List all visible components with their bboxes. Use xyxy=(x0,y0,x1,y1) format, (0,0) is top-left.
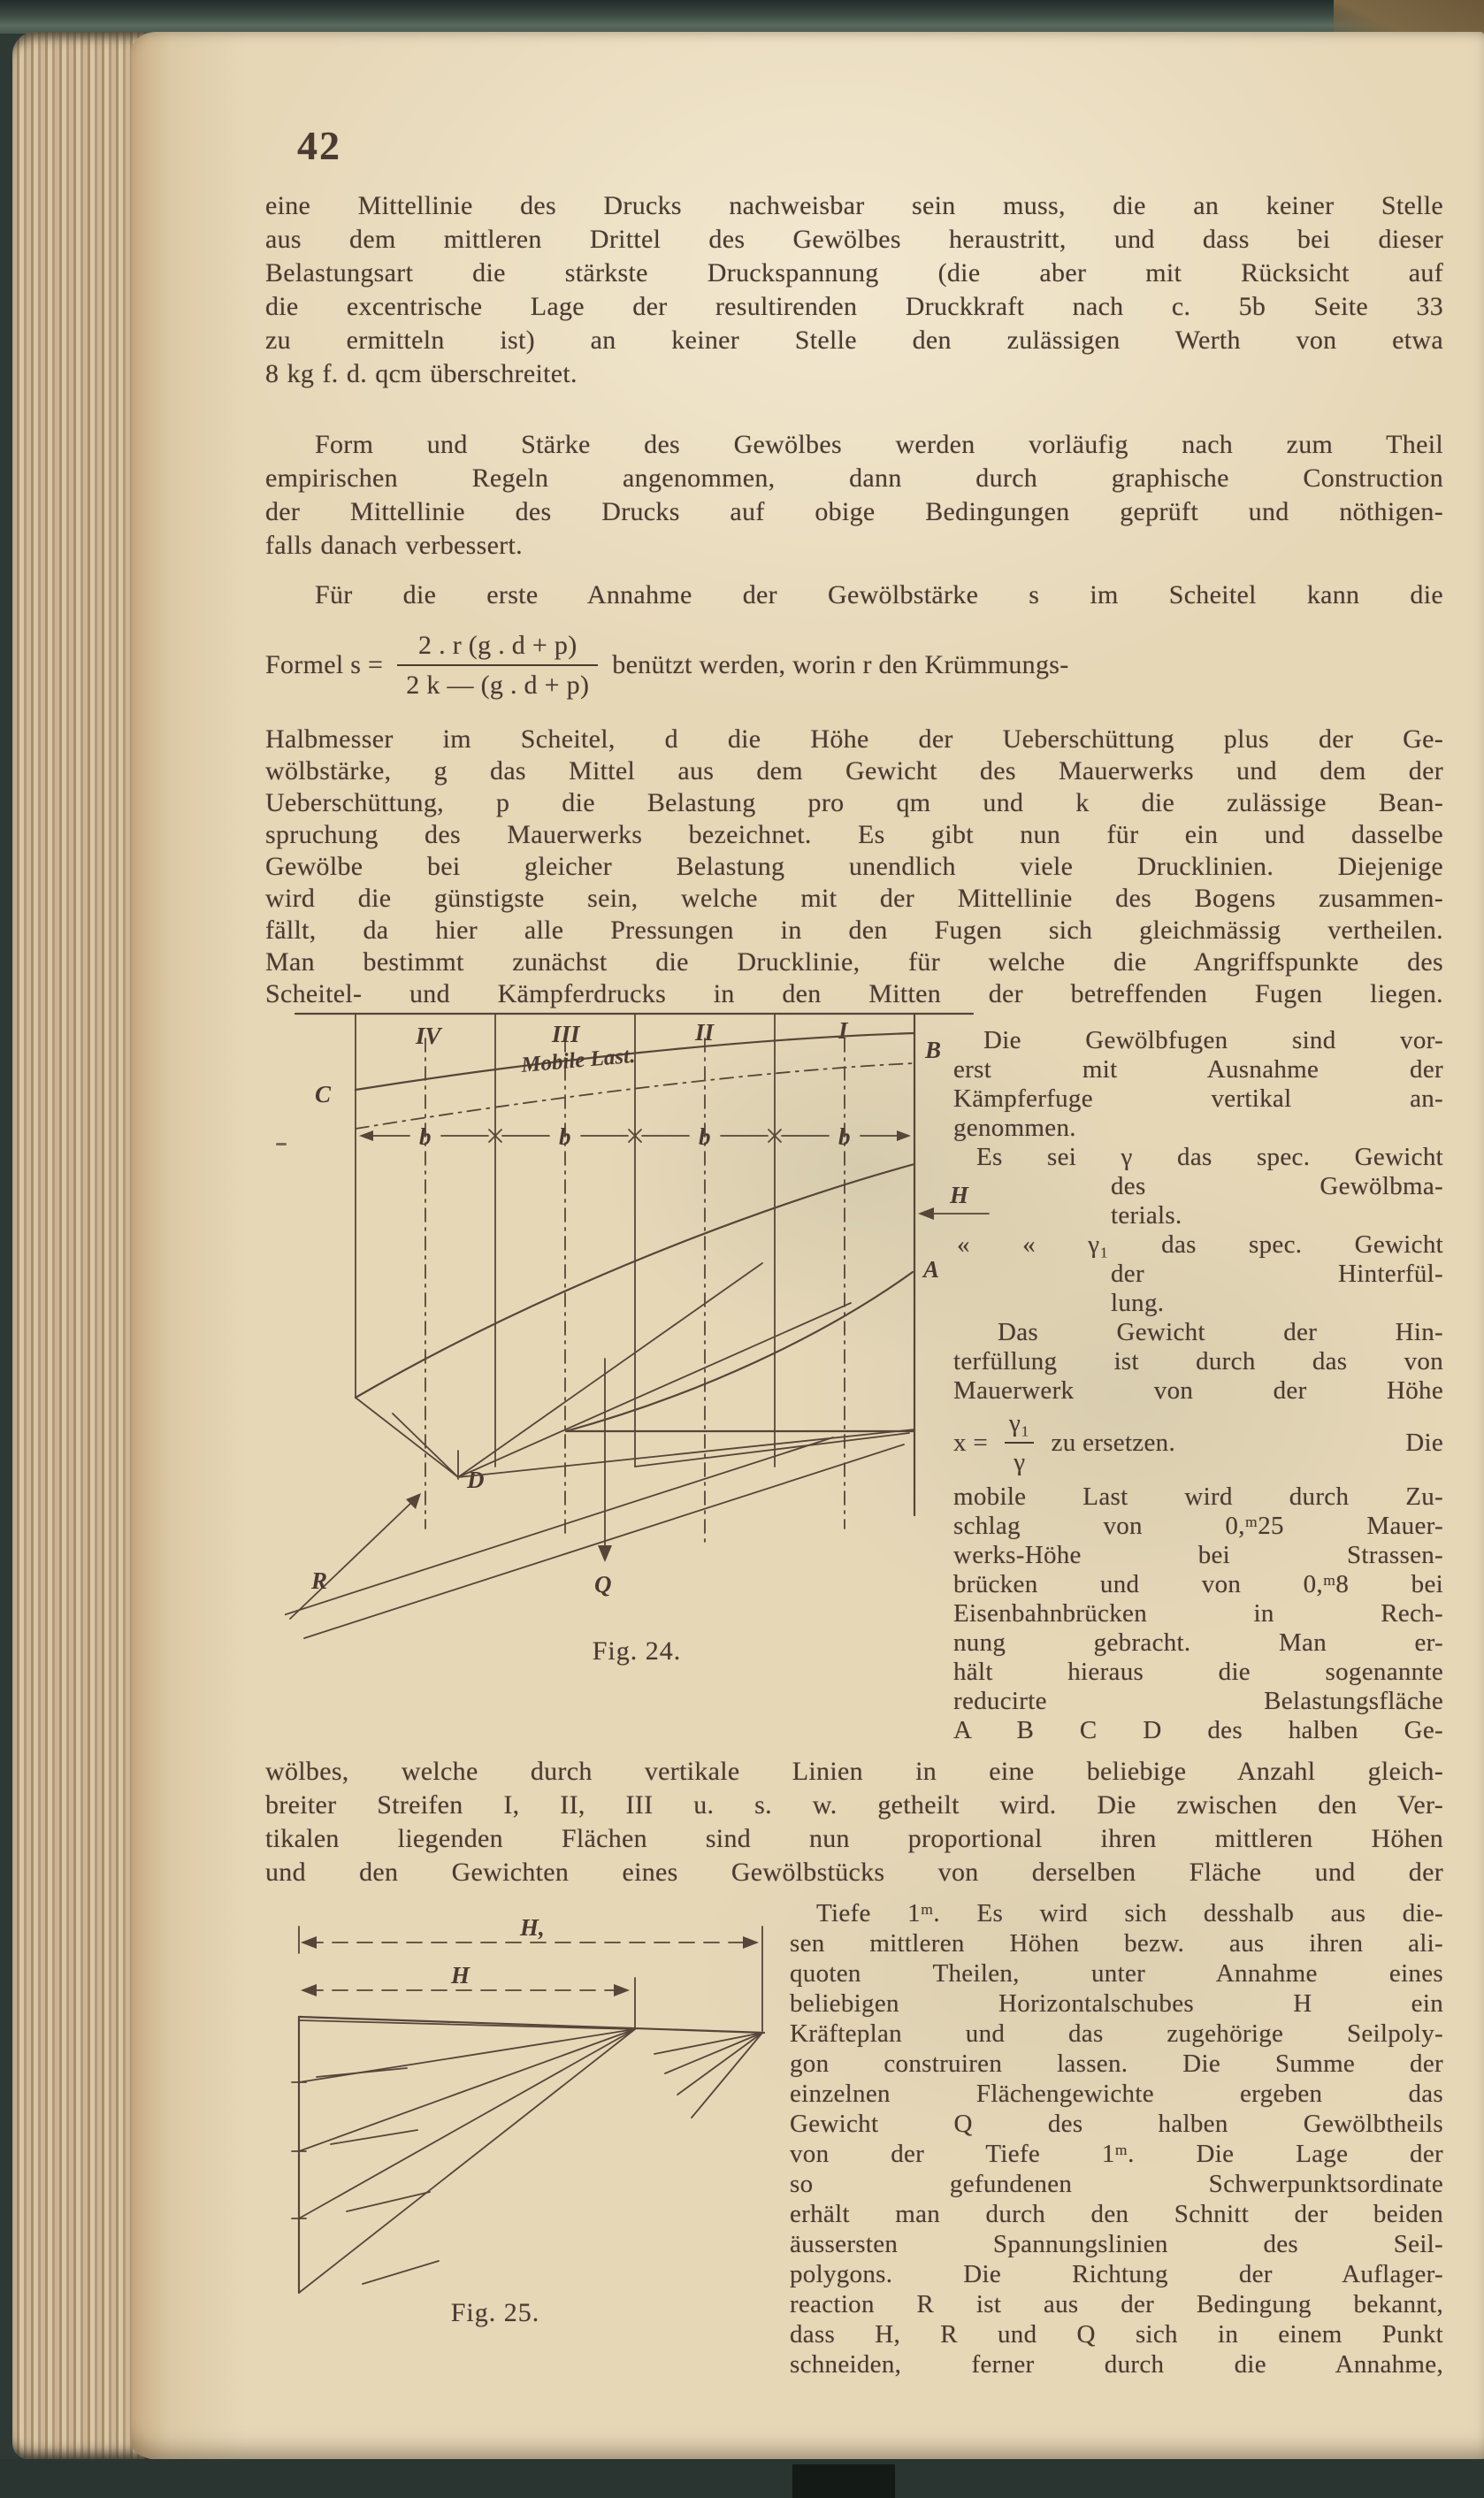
text-line: Belastungsart die stärkste Druckspannung (die aber mit Rücksicht auf xyxy=(265,258,1443,287)
text-line: Das Gewicht der Hin- xyxy=(998,1318,1443,1346)
point-label-D: D xyxy=(467,1467,485,1493)
text-line: schneiden, ferner durch die Annahme, xyxy=(790,2350,1443,2379)
b-label-1: b xyxy=(419,1123,432,1150)
height-ratio-formula xyxy=(953,1403,1443,1483)
text-line: von der Tiefe 1ᵐ. Die Lage der xyxy=(790,2140,1443,2168)
text-line: Man bestimmt zunächst die Drucklinie, für welche die Angriffspunkte des xyxy=(265,947,1443,977)
text-line: schlag von 0,ᵐ25 Mauer- xyxy=(953,1512,1443,1540)
xformula-fraction xyxy=(1000,1407,1039,1479)
xformula-denominator: γ xyxy=(1005,1442,1034,1478)
b-label-4: b xyxy=(838,1123,851,1150)
text-line: erhält man durch den Schnitt der beiden xyxy=(790,2200,1443,2228)
text-line: genommen. xyxy=(953,1114,1076,1142)
text-line: Ueberschüttung, p die Belastung pro qm und k die zulässige Bean- xyxy=(265,788,1443,817)
text-line: tikalen liegenden Flächen sind nun proportional ihren mittleren Höhen xyxy=(265,1824,1443,1853)
book-clamp xyxy=(792,2464,895,2498)
text-line: äussersten Spannungslinien des Seil- xyxy=(790,2230,1443,2258)
text-line: und den Gewichten eines Gewölbstücks von derselben Fläche und der xyxy=(265,1858,1443,1887)
mobile-last-label: Mobile Last. xyxy=(520,1043,637,1077)
formula-suffix: benützt werden, worin r den Krümmungs- xyxy=(612,650,1069,679)
xformula-suffix: zu ersetzen. xyxy=(1051,1428,1176,1457)
text-line: Gewölbe bei gleicher Belastung unendlich viele Drucklinien. Diejenige xyxy=(265,852,1443,881)
text-line: dass H, R und Q sich in einem Punkt xyxy=(790,2320,1443,2349)
text-line: Die Gewölbfugen sind vor- xyxy=(983,1026,1443,1054)
text-line: werks-Höhe bei Strassen- xyxy=(953,1541,1443,1569)
xformula-suffix-2: Die xyxy=(1405,1428,1443,1457)
b-label-2: b xyxy=(559,1123,571,1150)
section-label-III: III xyxy=(552,1021,580,1047)
formula-denominator: 2 k — (g . d + p) xyxy=(397,664,598,702)
formula-numerator: 2 . r (g . d + p) xyxy=(418,630,578,660)
text-line: Form und Stärke des Gewölbes werden vorläufig nach zum Theil xyxy=(315,430,1443,459)
right-column-lower xyxy=(953,1483,1443,1745)
page-edge-stack xyxy=(12,32,145,2459)
formula-fraction xyxy=(397,629,598,702)
text-line: brücken und von 0,ᵐ8 bei xyxy=(953,1570,1443,1598)
figure-24-caption: Fig. 24. xyxy=(592,1636,682,1666)
text-line: terials. xyxy=(1111,1201,1182,1230)
text-line: mobile Last wird durch Zu- xyxy=(953,1483,1443,1511)
text-line: beliebigen Horizontalschubes H ein xyxy=(790,1989,1443,2018)
paragraph-2 xyxy=(265,428,1443,563)
figure-24-arch-diagram xyxy=(285,998,992,1652)
xformula-numerator: γ₁ xyxy=(1009,1408,1030,1437)
text-line: der Hinterfül- xyxy=(1111,1260,1443,1288)
text-line: falls danach verbessert. xyxy=(265,531,523,560)
text-line: Gewicht Q des halben Gewölbtheils xyxy=(790,2110,1443,2138)
paragraph-5 xyxy=(265,1755,1443,1889)
text-line: breiter Streifen I, II, III u. s. w. getheilt wird. Die zwischen den Ver- xyxy=(265,1790,1443,1820)
text-line: einzelnen Flächengewichte ergeben das xyxy=(790,2080,1443,2108)
text-line: empirischen Regeln angenommen, dann durch graphische Construction xyxy=(265,464,1443,493)
text-line: reducirte Belastungsfläche xyxy=(953,1687,1443,1715)
text-line: Tiefe 1ᵐ. Es wird sich desshalb aus die- xyxy=(816,1899,1443,1927)
section-label-I: I xyxy=(838,1017,848,1044)
arch-thickness-formula xyxy=(265,619,1443,711)
text-line: aus dem mittleren Drittel des Gewölbes heraustritt, und dass bei dieser xyxy=(265,225,1443,254)
text-line: hält hieraus die sogenannte xyxy=(953,1658,1443,1686)
bottom-right-column xyxy=(790,1898,1443,2379)
text-line: lung. xyxy=(1111,1289,1165,1317)
text-line: Scheitel- und Kämpferdrucks in den Mitten der betreffenden Fugen liegen. xyxy=(265,979,1443,1008)
text-line: fällt, da hier alle Pressungen in den Fugen sich gleichmässig vertheilen. xyxy=(265,916,1443,945)
text-line: wölbstärke, g das Mittel aus dem Gewicht des Mauerwerks und dem der xyxy=(265,756,1443,785)
text-line: eine Mittellinie des Drucks nachweisbar sein muss, die an keiner Stelle xyxy=(265,191,1443,220)
text-line: erst mit Ausnahme der xyxy=(953,1055,1443,1084)
text-line: Kräfteplan und das zugehörige Seilpoly- xyxy=(790,2019,1443,2048)
text-line: terfüllung ist durch das von xyxy=(953,1347,1443,1375)
text-line: Halbmesser im Scheitel, d die Höhe der Ueberschüttung plus der Ge- xyxy=(265,724,1443,754)
text-line: so gefundenen Schwerpunktsordinate xyxy=(790,2170,1443,2198)
section-label-IV: IV xyxy=(416,1023,441,1049)
text-line: nung gebracht. Man er- xyxy=(953,1628,1443,1657)
figure-25-caption: Fig. 25. xyxy=(450,2298,540,2327)
reaction-line xyxy=(290,1500,414,1619)
text-line: 8 kg f. d. qcm überschreitet. xyxy=(265,359,578,388)
book-cover-edge xyxy=(0,0,1484,34)
text-line: reaction R ist aus der Bedingung bekannt, xyxy=(790,2290,1443,2318)
text-line: Kämpferfuge vertikal an- xyxy=(953,1084,1443,1113)
text-line: polygons. Die Richtung der Auflager- xyxy=(790,2260,1443,2288)
top-chord xyxy=(299,2017,764,2033)
text-line: die excentrische Lage der resultirenden Druckkraft nach c. 5b Seite 33 xyxy=(265,292,1443,321)
point-label-B: B xyxy=(925,1037,942,1063)
point-label-C: C xyxy=(315,1081,332,1107)
text-line: wölbes, welche durch vertikale Linien in eine beliebige Anzahl gleich- xyxy=(265,1757,1443,1786)
text-line: quoten Theilen, unter Annahme eines xyxy=(790,1959,1443,1988)
text-line: gon construiren lassen. Die Summe der xyxy=(790,2050,1443,2078)
h1-label: H, xyxy=(520,1914,545,1941)
text-line: der Mittellinie des Drucks auf obige Bedingungen geprüft und nöthigen- xyxy=(265,497,1443,526)
text-line: spruchung des Mauerwerks bezeichnet. Es gibt nun für ein und dasselbe xyxy=(265,820,1443,849)
b-label-3: b xyxy=(699,1123,711,1150)
xformula-prefix: x = xyxy=(953,1428,989,1457)
point-label-A: A xyxy=(923,1256,940,1283)
page-number: 42 xyxy=(297,123,341,168)
formula-prefix: Formel s = xyxy=(265,650,384,679)
stray-mark xyxy=(276,1143,287,1146)
text-line: Eisenbahnbrücken in Rech- xyxy=(953,1599,1443,1628)
text-line: A B C D des halben Ge- xyxy=(953,1716,1443,1744)
h-label: H xyxy=(451,1962,470,1988)
right-column-upper xyxy=(953,1026,1443,1406)
text-line: zu ermitteln ist) an keiner Stelle den zulässigen Werth von etwa xyxy=(265,326,1443,355)
figure-25-force-polygon xyxy=(283,1902,778,2322)
scan-background-bottom xyxy=(0,2459,1484,2498)
paragraph-3-intro: Für die erste Annahme der Gewölbstärke s im Scheitel kann die xyxy=(315,580,1443,609)
text-line: des Gewölbma- xyxy=(1111,1172,1443,1200)
text-line: Mauerwerk von der Höhe xyxy=(953,1376,1443,1405)
paragraph-1 xyxy=(265,189,1443,391)
paragraph-4 xyxy=(265,724,1443,1010)
section-label-II: II xyxy=(695,1019,715,1046)
text-line: Es sei γ das spec. Gewicht xyxy=(976,1143,1443,1171)
text-line: wird die günstigste sein, welche mit der Mittellinie des Bogens zusammen- xyxy=(265,884,1443,913)
point-label-H: H xyxy=(950,1182,969,1208)
text-line: « « γ₁ das spec. Gewicht xyxy=(957,1230,1443,1259)
point-label-R: R xyxy=(311,1567,328,1594)
text-line: sen mittleren Höhen bezw. aus ihren ali- xyxy=(790,1929,1443,1958)
point-label-Q: Q xyxy=(594,1571,612,1598)
